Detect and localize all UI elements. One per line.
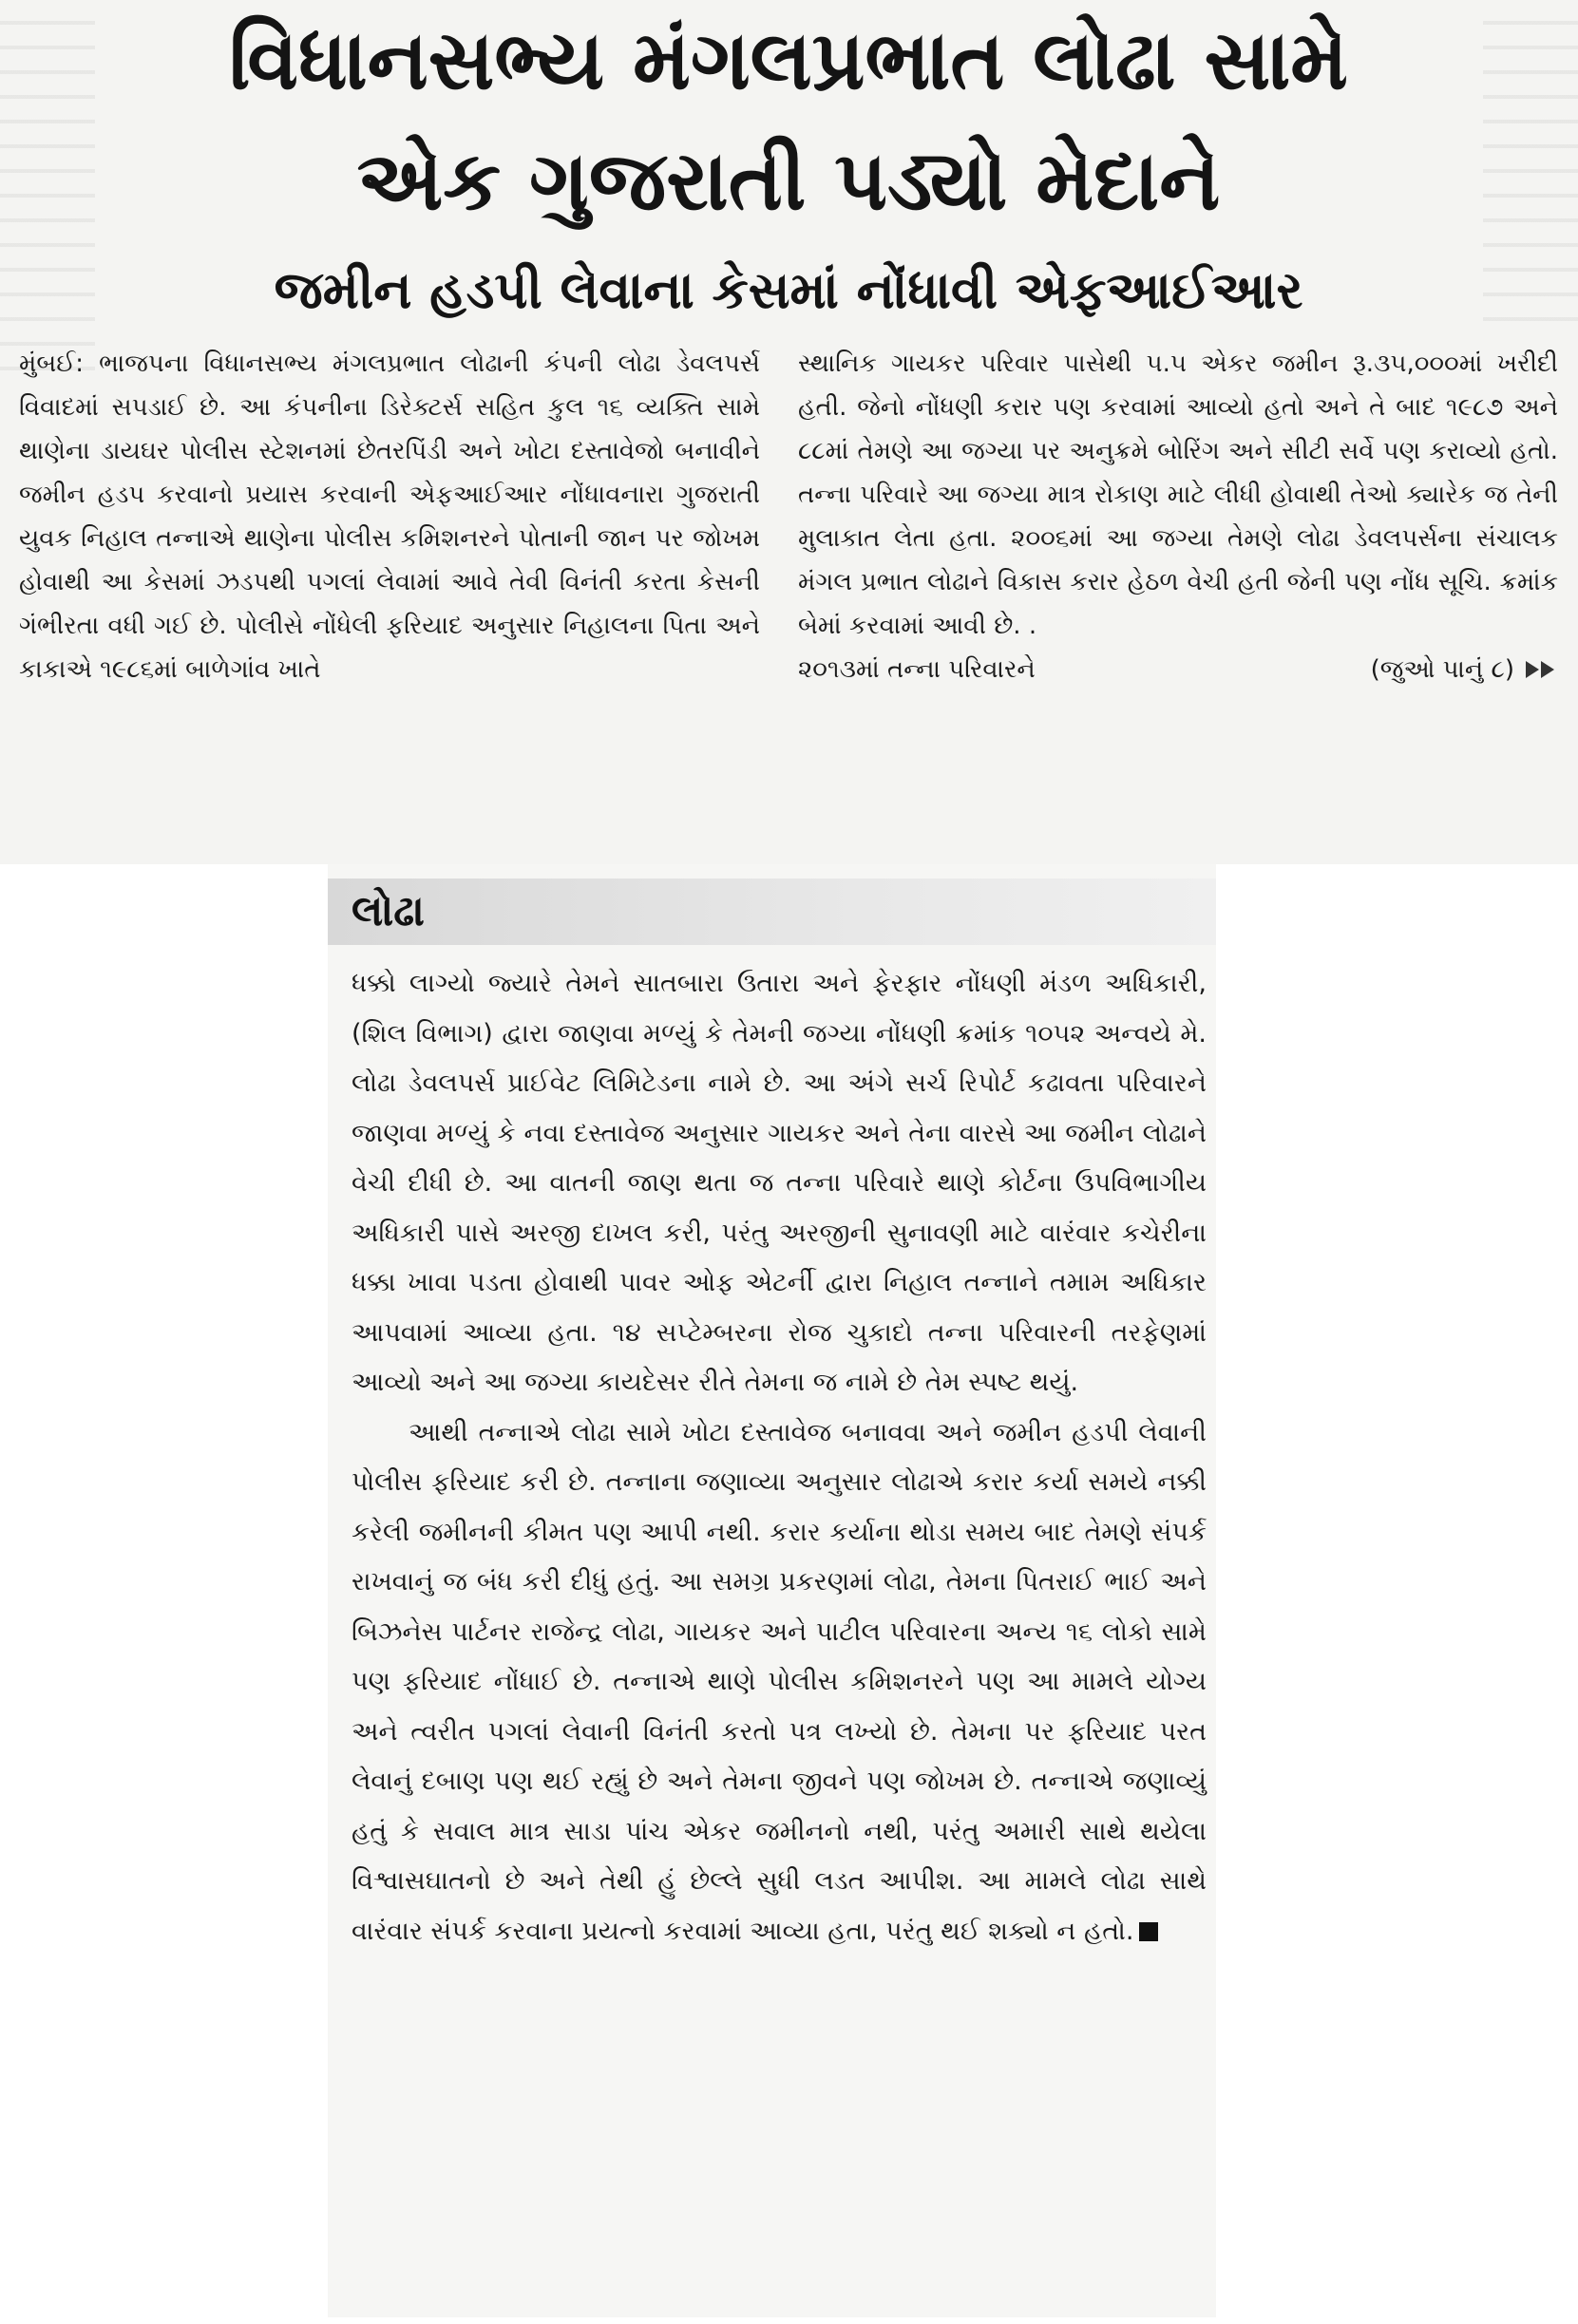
article-body-right: સ્થાનિક ગાયકર પરિવાર પાસેથી ૫.૫ એકર જમીન રૂ.૩૫,૦૦૦માં ખરીદી હતી. જેનો નોંધણી કરાર પણ કરવામાં આવ્યો હતો અને તે બાદ ૧૯૮૭ અને ૮૮માં તેમણે આ જગ્યા પર અનુક્રમે બોરિંગ અને સીટી સર્વે પણ કરાવ્યો હતો. તન્ના પરિવારે આ જગ્યા માત્ર રોકાણ માટે લીધી હોવાથી તેઓ ક્યારેક જ તેની મુલાકાત લેતા હતા. ૨૦૦૬માં આ જગ્યા તેમણે લોઢા ડેવલપર્સના સંચાલક મંગલ પ્રભાત લોઢાને વિકાસ કરાર હેઠળ વેચી હતી જેની પણ નોંધ સૂચિ. ક્રમાંક બેમાં કરવામાં આવી છે. . [798, 350, 1558, 640]
continuation-label-bar [328, 879, 1216, 945]
continuation-paragraph-2: આથી તન્નાએ લોઢા સામે ખોટા દસ્તાવેજ બનાવવા અને જમીન હડપી લેવાની પોલીસ ફરિયાદ કરી છે. તન્નાના જણાવ્યા અનુસાર લોઢાએ કરાર કર્યા સમયે નક્કી કરેલી જમીનની કીમત પણ આપી નથી. કરાર કર્યાના થોડા સમય બાદ તેમણે સંપર્ક રાખવાનું જ બંધ કરી દીધું હતું. આ સમગ્ર પ્રકરણમાં લોઢા, તેમના પિતરાઈ ભાઈ અને બિઝનેસ પાર્ટનર રાજેન્દ્ર લોઢા, ગાયકર અને પાટીલ પરિવારના અન્ય ૧૬ લોકો સામે પણ ફરિયાદ નોંધાઈ છે. તન્નાએ થાણે પોલીસ કમિશનરને પણ આ મામલે યોગ્ય અને ત્વરીત પગલાં લેવાની વિનંતી કરતો પત્ર લખ્યો છે. તેમના પર ફરિયાદ પરત લેવાનું દબાણ પણ થઈ રહ્યું છે અને તેમના જીવને પણ જોખમ છે. તન્નાએ જણાવ્યું હતું કે સવાલ માત્ર સાડા પાંચ એકર જમીનનો નથી, પરંતુ અમારી સાથે થયેલા વિશ્વાસઘાતનો છે અને તેથી હું છેલ્લે સુધી લડત આપીશ. આ મામલે લોઢા સાથે વારંવાર સંપર્ક કરવાના પ્રયત્નો કરવામાં આવ્યા હતા, પરંતુ થઈ શક્યો ન હતો. [352, 1417, 1207, 1946]
end-of-article-mark-icon [1139, 1922, 1158, 1941]
double-arrow-right-icon [1524, 659, 1558, 680]
article-column-left [19, 342, 760, 691]
continuation-label: લોઢા [352, 887, 425, 935]
continuation-paragraph-1: ધક્કો લાગ્યો જ્યારે તેમને સાતબારા ઉતારા અને ફેરફાર નોંધણી મંડળ અધિકારી,(શિલ વિભાગ) દ્વારા જાણવા મળ્યું કે તેમની જગ્યા નોંધણી ક્રમાંક ૧૦૫૨ અન્વયે મે. લોઢા ડેવલપર્સ પ્રાઈવેટ લિમિટેડના નામે છે. આ અંગે સર્ચ રિપોર્ટ કઢાવતા પરિવારને જાણવા મળ્યું કે નવા દસ્તાવેજ અનુસાર ગાયકર અને તેના વારસે આ જમીન લોઢાને વેચી દીધી છે. આ વાતની જાણ થતા જ તન્ના પરિવારે થાણે કોર્ટના ઉપવિભાગીય અધિકારી પાસે અરજી દાખલ કરી, પરંતુ અરજીની સુનાવણી માટે વારંવાર કચેરીના ધક્કા ખાવા પડતા હોવાથી પાવર ઓફ એટર્ની દ્વારા નિહાલ તન્નાને તમામ અધિકાર આપવામાં આવ્યા હતા. ૧૪ સપ્ટેમ્બરના રોજ ચુકાદો તન્ના પરિવારની તરફેણમાં આવ્યો અને આ જગ્યા કાયદેસર રીતે તેમના જ નામે છે તેમ સ્પષ્ટ થયું. [352, 969, 1207, 1397]
continued-note: (જુઓ પાનું ૮) [1370, 655, 1514, 684]
article-body-left: મુંબઈ: ભાજપના વિધાનસભ્ય મંગલપ્રભાત લોઢાની કંપની લોઢા ડેવલપર્સ વિવાદમાં સપડાઈ છે. આ કંપનીના ડિરેક્ટર્સ સહિત કુલ ૧૬ વ્યક્તિ સામે થાણેના ડાયઘર પોલીસ સ્ટેશનમાં છેતરપિંડી અને ખોટા દસ્તાવેજો બનાવીને જમીન હડપ કરવાનો પ્રયાસ કરવાની એફઆઈઆર નોંધાવનારા ગુજરાતી યુવક નિહાલ તન્નાએ થાણેના પોલીસ કમિશનરને પોતાની જાન પર જોખમ હોવાથી આ કેસમાં ઝડપથી પગલાં લેવામાં આવે તેવી વિનંતી કરતા કેસની ગંભીરતા વધી ગઈ છે. પોલીસે નોંધેલી ફરિયાદ અનુસાર નિહાલના પિતા અને કાકાએ ૧૯૮૬માં બાળેગાંવ ખાતે [19, 350, 760, 684]
continued-jump [1371, 648, 1558, 691]
continuation-paragraph-2-wrap [352, 1408, 1207, 1957]
article-body-right-last: ૨૦૧૩માં તન્ના પરિવારને [798, 655, 1036, 684]
article-column-right [798, 342, 1558, 691]
subheadline: જમીન હડપી લેવાના કેસમાં નોંધાવી એફઆઈઆર [274, 260, 1303, 320]
headline-line-1: વિધાનસભ્ય મંગલપ્રભાત લોઢા સામે [228, 13, 1349, 108]
continuation-body [352, 959, 1207, 1956]
continued-line [798, 648, 1558, 691]
headline-line-2: એક ગુજરાતી પડ્યો મેદાને [356, 134, 1221, 229]
